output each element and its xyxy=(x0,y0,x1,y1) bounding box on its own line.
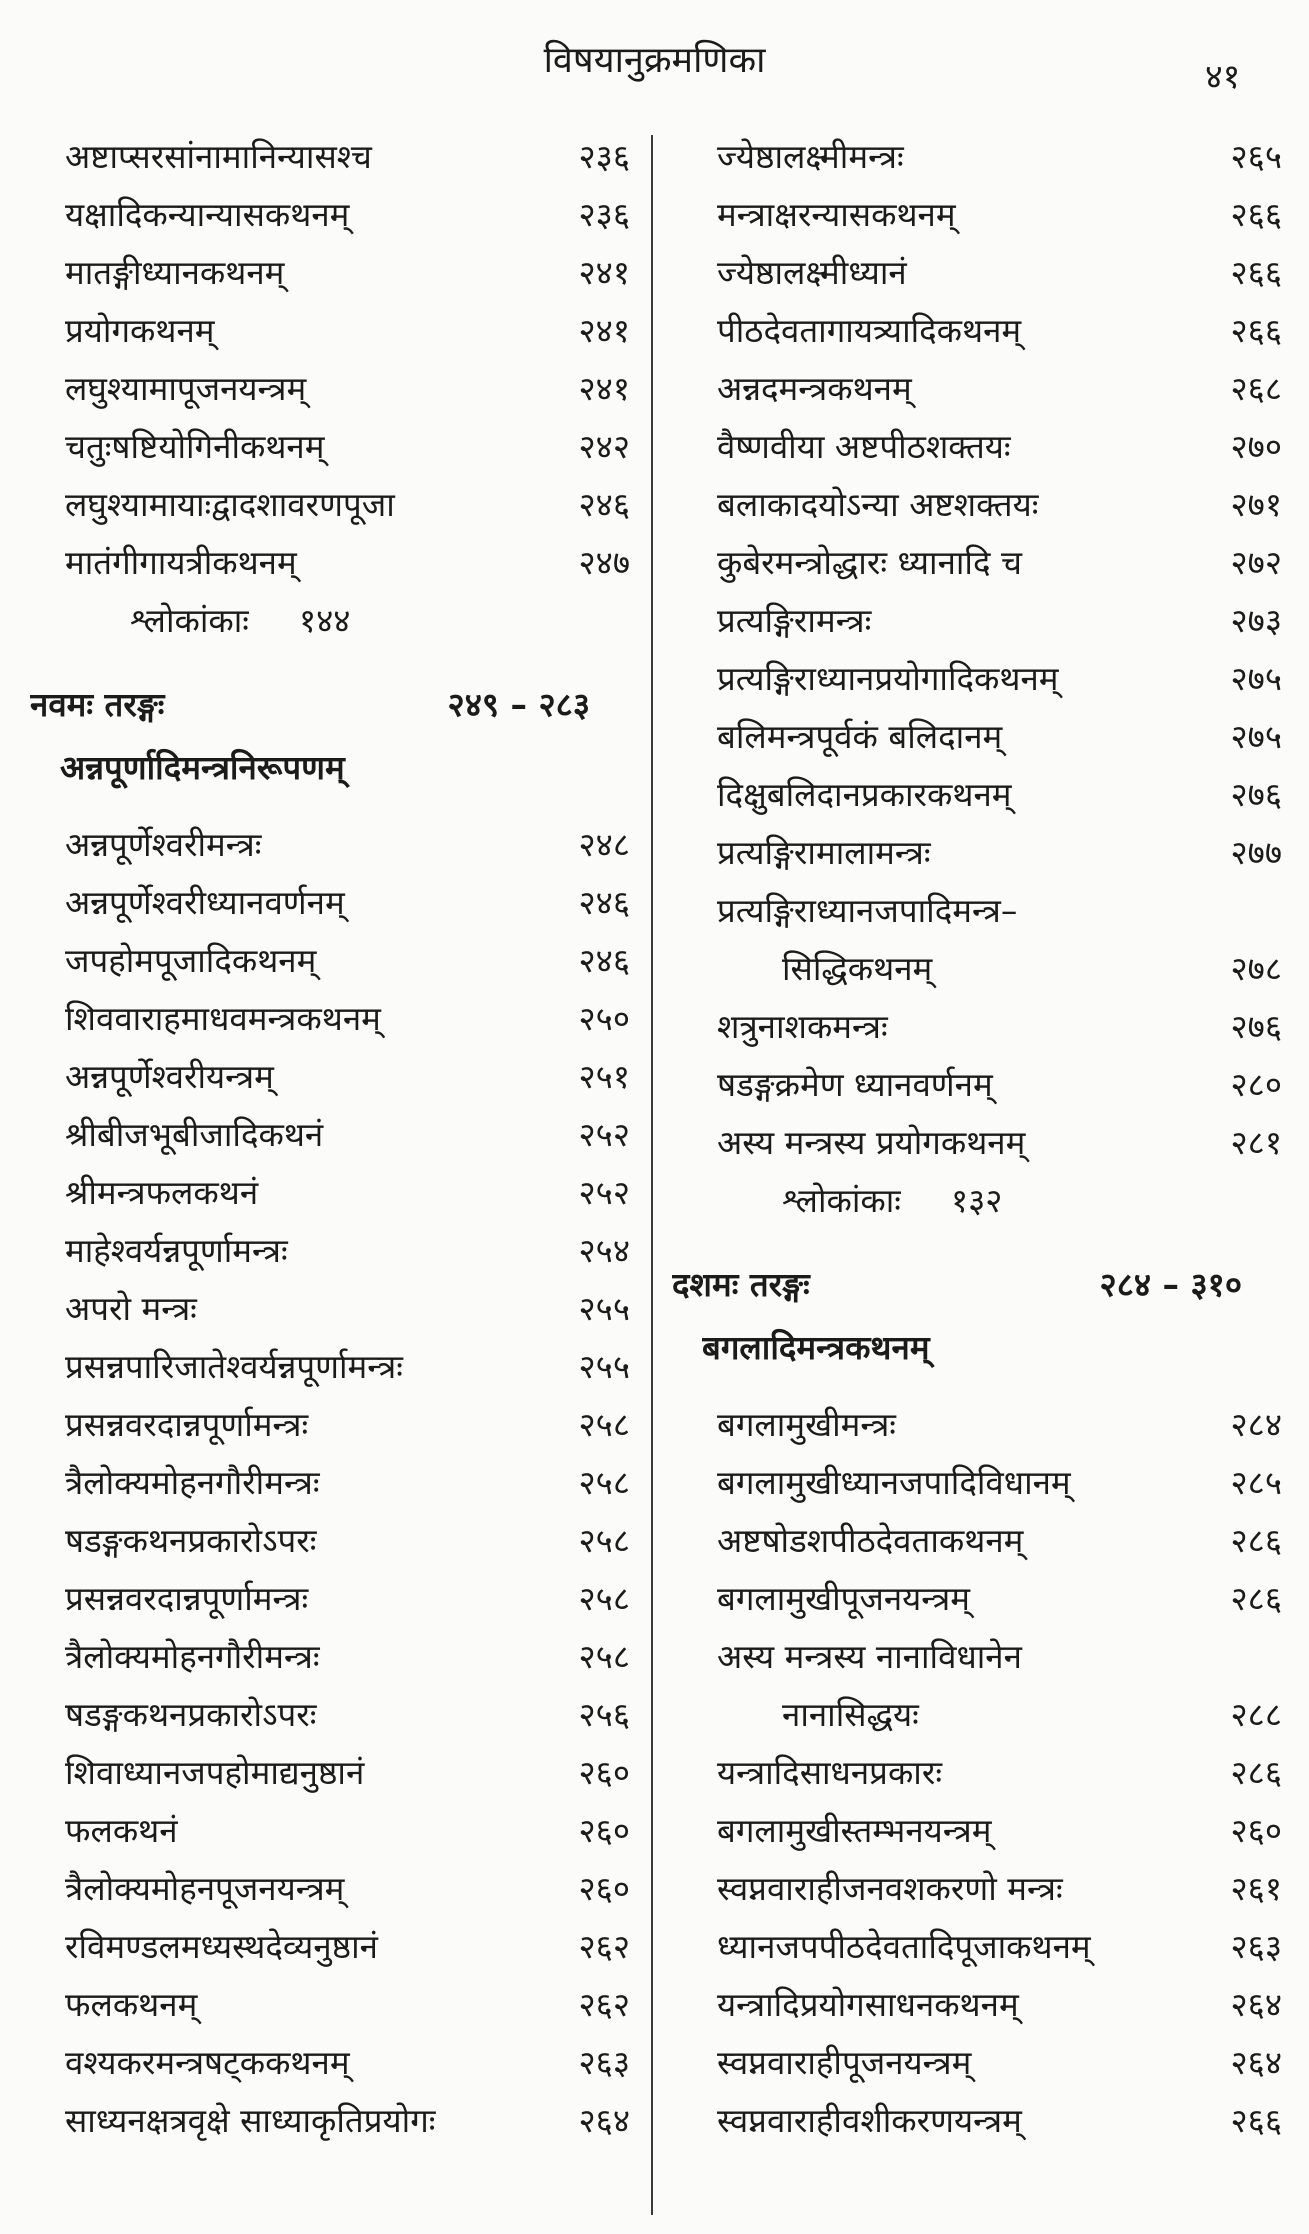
toc-entry xyxy=(672,1974,1282,2032)
toc-title: अन्नपूर्णादिमन्त्रनिरूपणम् xyxy=(60,747,345,787)
toc-page-number: २६० xyxy=(1230,1810,1282,1850)
toc-page-number: २४२ xyxy=(578,426,630,466)
toc-title: बगलामुखीमन्त्रः xyxy=(717,1404,896,1444)
toc-page-number: २५६ xyxy=(578,1694,630,1734)
toc-page-number: २४१ xyxy=(578,252,630,292)
toc-title: अष्टाप्सरसांनामानिन्यासश्च xyxy=(65,136,372,176)
toc-entry xyxy=(30,416,630,474)
toc-entry xyxy=(30,2090,630,2148)
toc-page-number: २४१ xyxy=(578,310,630,350)
toc-page-number: २५१ xyxy=(578,1056,630,1096)
toc-title: प्रत्यङ्गिरामन्त्रः xyxy=(717,600,872,640)
toc-page-number: २६३ xyxy=(1230,1926,1282,1966)
toc-page-number: २४६ xyxy=(578,940,630,980)
right-column xyxy=(672,126,1282,2148)
toc-title: अष्टषोडशपीठदेवताकथनम् xyxy=(717,1520,1024,1560)
toc-page-number: २८६ xyxy=(1230,1752,1282,1792)
toc-title: प्रत्यङ्गिरामालामन्त्रः xyxy=(717,832,931,872)
toc-page-number: १३२ xyxy=(950,1180,1003,1220)
toc-page-number: २७१ xyxy=(1230,484,1282,524)
toc-page-number: २६१ xyxy=(1230,1868,1282,1908)
toc-page-number: २७० xyxy=(1230,426,1282,466)
toc-entry xyxy=(672,648,1282,706)
toc-page-number: २६२ xyxy=(578,1984,630,2024)
toc-title: चतुःषष्टियोगिनीकथनम् xyxy=(65,426,325,466)
toc-sum xyxy=(30,590,630,648)
toc-page-number: २६६ xyxy=(1230,2100,1282,2140)
toc-page-number: २६५ xyxy=(1230,136,1282,176)
toc-page-number: २७६ xyxy=(1230,774,1282,814)
toc-entry xyxy=(672,532,1282,590)
toc-entry xyxy=(672,1510,1282,1568)
toc-entry xyxy=(30,126,630,184)
toc-entry xyxy=(30,1568,630,1626)
toc-title: प्रयोगकथनम् xyxy=(65,310,215,350)
page-title: विषयानुक्रमणिका xyxy=(543,40,766,81)
toc-title: यक्षादिकन्यान्यासकथनम् xyxy=(65,194,350,234)
toc-page-number: २६८ xyxy=(1230,368,1282,408)
toc-entry xyxy=(30,358,630,416)
toc-title: प्रसन्नपारिजातेश्वर्यन्नपूर्णामन्त्रः xyxy=(65,1346,403,1386)
toc-title: ज्येष्ठालक्ष्मीध्यानं xyxy=(717,252,907,292)
toc-entry xyxy=(672,126,1282,184)
toc-entry xyxy=(672,1742,1282,1800)
toc-title: पीठदेवतागायत्र्यादिकथनम् xyxy=(717,310,1022,350)
toc-page-number: २७५ xyxy=(1230,658,1282,698)
toc-title: अन्नपूर्णेश्वरीमन्त्रः xyxy=(65,824,262,864)
toc-entry xyxy=(30,1916,630,1974)
toc-title: रविमण्डलमध्यस्थदेव्यनुष्ठानं xyxy=(65,1926,378,1966)
toc-entry xyxy=(672,1452,1282,1510)
toc-entry xyxy=(30,300,630,358)
toc-title: बगलादिमन्त्रकथनम् xyxy=(702,1327,930,1367)
toc-page-number: २४१ xyxy=(578,368,630,408)
toc-page-number: २८८ xyxy=(1230,1694,1282,1734)
toc-title: ज्येष्ठालक्ष्मीमन्त्रः xyxy=(717,136,904,176)
toc-title: वश्यकरमन्त्रषट्ककथनम् xyxy=(65,2042,350,2082)
toc-entry xyxy=(30,988,630,1046)
toc-title: बलाकादयोऽन्या अष्टशक्तयः xyxy=(717,484,1039,524)
toc-entry xyxy=(672,474,1282,532)
toc-entry xyxy=(672,358,1282,416)
toc-entry xyxy=(30,474,630,532)
toc-page-number: २५८ xyxy=(578,1404,630,1444)
toc-subhead xyxy=(672,1316,1282,1376)
toc-page-number: २८४ xyxy=(1230,1404,1282,1444)
toc-heading xyxy=(672,1250,1282,1316)
toc-title: फलकथनं xyxy=(65,1810,178,1850)
toc-title: वैष्णवीया अष्टपीठशक्तयः xyxy=(717,426,1011,466)
toc-title: षडङ्गकथनप्रकारोऽपरः xyxy=(65,1520,317,1560)
toc-title: प्रसन्नवरदान्नपूर्णामन्त्रः xyxy=(65,1578,309,1618)
toc-page-number: २८६ xyxy=(1230,1520,1282,1560)
toc-title: षडङ्गकथनप्रकारोऽपरः xyxy=(65,1694,317,1734)
toc-entry xyxy=(672,1626,1282,1684)
toc-entry xyxy=(30,1046,630,1104)
toc-page-number: २५४ xyxy=(578,1230,630,1270)
toc-entry xyxy=(30,1278,630,1336)
toc-page-number: २६३ xyxy=(578,2042,630,2082)
toc-entry xyxy=(30,1452,630,1510)
toc-entry xyxy=(30,184,630,242)
toc-title: शिवाध्यानजपहोमाद्यनुष्ठानं xyxy=(65,1752,365,1792)
toc-entry xyxy=(672,706,1282,764)
toc-title: स्वप्नवाराहीवशीकरणयन्त्रम् xyxy=(717,2100,1022,2140)
toc-entry xyxy=(672,1394,1282,1452)
toc-title: षडङ्गक्रमेण ध्यानवर्णनम् xyxy=(717,1064,993,1104)
left-column xyxy=(30,126,630,2148)
toc-title: स्वप्नवाराहीपूजनयन्त्रम् xyxy=(717,2042,972,2082)
toc-page-number: २४७ xyxy=(578,542,630,582)
toc-cont xyxy=(672,1684,1282,1742)
toc-title: नवमः तरङ्गः xyxy=(30,684,165,724)
toc-page-number: २६६ xyxy=(1230,252,1282,292)
toc-title: त्रैलोक्यमोहनगौरीमन्त्रः xyxy=(65,1462,320,1502)
toc-title: लघुश्यामायाःद्वादशावरणपूजा xyxy=(65,484,395,524)
toc-title: मातंगीगायत्रीकथनम् xyxy=(65,542,297,582)
toc-entry xyxy=(672,416,1282,474)
toc-sum xyxy=(672,1170,1282,1228)
toc-entry xyxy=(30,1974,630,2032)
toc-entry xyxy=(672,1112,1282,1170)
toc-entry xyxy=(30,1162,630,1220)
toc-page-number: २६४ xyxy=(1230,1984,1282,2024)
toc-page-number: २६६ xyxy=(1230,194,1282,234)
toc-entry xyxy=(30,930,630,988)
toc-entry xyxy=(672,880,1282,938)
toc-title: स्वप्नवाराहीजनवशकरणो मन्त्रः xyxy=(717,1868,1063,1908)
toc-entry xyxy=(30,1220,630,1278)
toc-entry xyxy=(672,1568,1282,1626)
toc-title: श्लोकांकाः xyxy=(782,1180,901,1220)
toc-title: अन्नपूर्णेश्वरीयन्त्रम् xyxy=(65,1056,274,1096)
toc-entry xyxy=(672,242,1282,300)
toc-title: यन्त्रादिप्रयोगसाधनकथनम् xyxy=(717,1984,1019,2024)
toc-heading xyxy=(30,670,630,736)
toc-page-number: २४८ xyxy=(578,824,630,864)
toc-title: प्रसन्नवरदान्नपूर्णामन्त्रः xyxy=(65,1404,309,1444)
toc-title: मन्त्राक्षरन्यासकथनम् xyxy=(717,194,956,234)
toc-entry xyxy=(30,1394,630,1452)
toc-page-number: २६४ xyxy=(578,2100,630,2140)
toc-title: अपरो मन्त्रः xyxy=(65,1288,197,1328)
toc-page-number: २६० xyxy=(578,1752,630,1792)
toc-title: मातङ्गीध्यानकथनम् xyxy=(65,252,285,292)
toc-entry xyxy=(672,1054,1282,1112)
toc-title: जपहोमपूजादिकथनम् xyxy=(65,940,317,980)
toc-title: त्रैलोक्यमोहनगौरीमन्त्रः xyxy=(65,1636,320,1676)
toc-page-number: १४४ xyxy=(298,600,351,640)
toc-entry xyxy=(30,1742,630,1800)
toc-page-number: २७२ xyxy=(1230,542,1282,582)
page-number: ४१ xyxy=(1205,57,1241,97)
toc-title: कुबेरमन्त्रोद्धारः ध्यानादि च xyxy=(717,542,1022,582)
toc-page-number: २५८ xyxy=(578,1578,630,1618)
toc-page-number: २८५ xyxy=(1230,1462,1282,1502)
toc-page-number: २५२ xyxy=(578,1114,630,1154)
toc-title: दशमः तरङ्गः xyxy=(672,1264,810,1304)
toc-page-number: २७७ xyxy=(1230,832,1282,872)
toc-title: त्रैलोक्यमोहनपूजनयन्त्रम् xyxy=(65,1868,345,1908)
toc-title: दिक्षुबलिदानप्रकारकथनम् xyxy=(717,774,1012,814)
toc-title: अस्य मन्त्रस्य नानाविधानेन xyxy=(717,1636,1022,1676)
toc-title: अन्नदमन्त्रकथनम् xyxy=(717,368,912,408)
toc-page-number: २८४ – ३१० xyxy=(1099,1264,1242,1304)
toc-title: शत्रुनाशकमन्त्रः xyxy=(717,1006,888,1046)
toc-cont xyxy=(672,938,1282,996)
toc-title: लघुश्यामापूजनयन्त्रम् xyxy=(65,368,307,408)
toc-title: श्रीमन्त्रफलकथनं xyxy=(65,1172,259,1212)
toc-title: प्रत्यङ्गिराध्यानप्रयोगादिकथनम् xyxy=(717,658,1059,698)
toc-page-number: २६० xyxy=(578,1810,630,1850)
toc-title: माहेश्वर्यन्नपूर्णामन्त्रः xyxy=(65,1230,288,1270)
toc-entry xyxy=(672,822,1282,880)
toc-title: बलिमन्त्रपूर्वकं बलिदानम् xyxy=(717,716,1003,756)
column-divider xyxy=(651,135,653,2215)
toc-page-number: २५५ xyxy=(578,1288,630,1328)
toc-entry xyxy=(672,996,1282,1054)
toc-page-number: २७६ xyxy=(1230,1006,1282,1046)
toc-entry xyxy=(30,532,630,590)
toc-title: बगलामुखीस्तम्भनयन्त्रम् xyxy=(717,1810,992,1850)
toc-title: यन्त्रादिसाधनप्रकारः xyxy=(717,1752,942,1792)
toc-entry xyxy=(672,1916,1282,1974)
toc-title: ध्यानजपपीठदेवतादिपूजाकथनम् xyxy=(717,1926,1091,1966)
toc-page-number: २४६ xyxy=(578,882,630,922)
toc-subhead xyxy=(30,736,630,796)
toc-page-number: २५० xyxy=(578,998,630,1038)
toc-title: सिद्धिकथनम् xyxy=(782,948,933,988)
toc-page-number: २८१ xyxy=(1230,1122,1282,1162)
toc-page-number: २३६ xyxy=(578,194,630,234)
toc-page-number: २५८ xyxy=(578,1520,630,1560)
toc-page-number: २६० xyxy=(578,1868,630,1908)
toc-entry xyxy=(30,872,630,930)
toc-title: फलकथनम् xyxy=(65,1984,198,2024)
toc-page-number: २५८ xyxy=(578,1462,630,1502)
toc-entry xyxy=(672,184,1282,242)
toc-page-number: २८६ xyxy=(1230,1578,1282,1618)
toc-title: श्लोकांकाः xyxy=(130,600,249,640)
toc-page-number: २६६ xyxy=(1230,310,1282,350)
toc-page-number: २३६ xyxy=(578,136,630,176)
toc-title: साध्यनक्षत्रवृक्षे साध्याकृतिप्रयोगः xyxy=(65,2100,436,2140)
toc-entry xyxy=(672,1858,1282,1916)
toc-entry xyxy=(30,1104,630,1162)
toc-entry xyxy=(672,764,1282,822)
toc-page-number: २८० xyxy=(1230,1064,1282,1104)
toc-entry xyxy=(672,2090,1282,2148)
toc-entry xyxy=(30,1800,630,1858)
toc-page-number: २५८ xyxy=(578,1636,630,1676)
toc-entry xyxy=(30,2032,630,2090)
toc-title: शिववाराहमाधवमन्त्रकथनम् xyxy=(65,998,381,1038)
toc-entry xyxy=(30,1510,630,1568)
toc-page-number: २७५ xyxy=(1230,716,1282,756)
toc-page-number: २७३ xyxy=(1230,600,1282,640)
toc-entry xyxy=(672,2032,1282,2090)
toc-page-number: २६४ xyxy=(1230,2042,1282,2082)
toc-page-number: २५२ xyxy=(578,1172,630,1212)
toc-entry xyxy=(30,1626,630,1684)
toc-title: अन्नपूर्णेश्वरीध्यानवर्णनम् xyxy=(65,882,345,922)
toc-title: नानासिद्धयः xyxy=(782,1694,919,1734)
toc-page-number: २४९ – २८३ xyxy=(447,684,590,724)
toc-entry xyxy=(30,242,630,300)
toc-page-number: २४६ xyxy=(578,484,630,524)
toc-entry xyxy=(672,590,1282,648)
toc-title: श्रीबीजभूबीजादिकथनं xyxy=(65,1114,324,1154)
toc-entry xyxy=(30,814,630,872)
toc-page-number: २५५ xyxy=(578,1346,630,1386)
toc-page-number: २७८ xyxy=(1230,948,1282,988)
toc-title: प्रत्यङ्गिराध्यानजपादिमन्त्र– xyxy=(717,890,1018,930)
toc-entry xyxy=(672,1800,1282,1858)
toc-entry xyxy=(30,1684,630,1742)
toc-entry xyxy=(30,1336,630,1394)
toc-page-number: २६२ xyxy=(578,1926,630,1966)
toc-title: बगलामुखीपूजनयन्त्रम् xyxy=(717,1578,970,1618)
toc-entry xyxy=(672,300,1282,358)
toc-entry xyxy=(30,1858,630,1916)
toc-title: बगलामुखीध्यानजपादिविधानम् xyxy=(717,1462,1071,1502)
toc-title: अस्य मन्त्रस्य प्रयोगकथनम् xyxy=(717,1122,1026,1162)
